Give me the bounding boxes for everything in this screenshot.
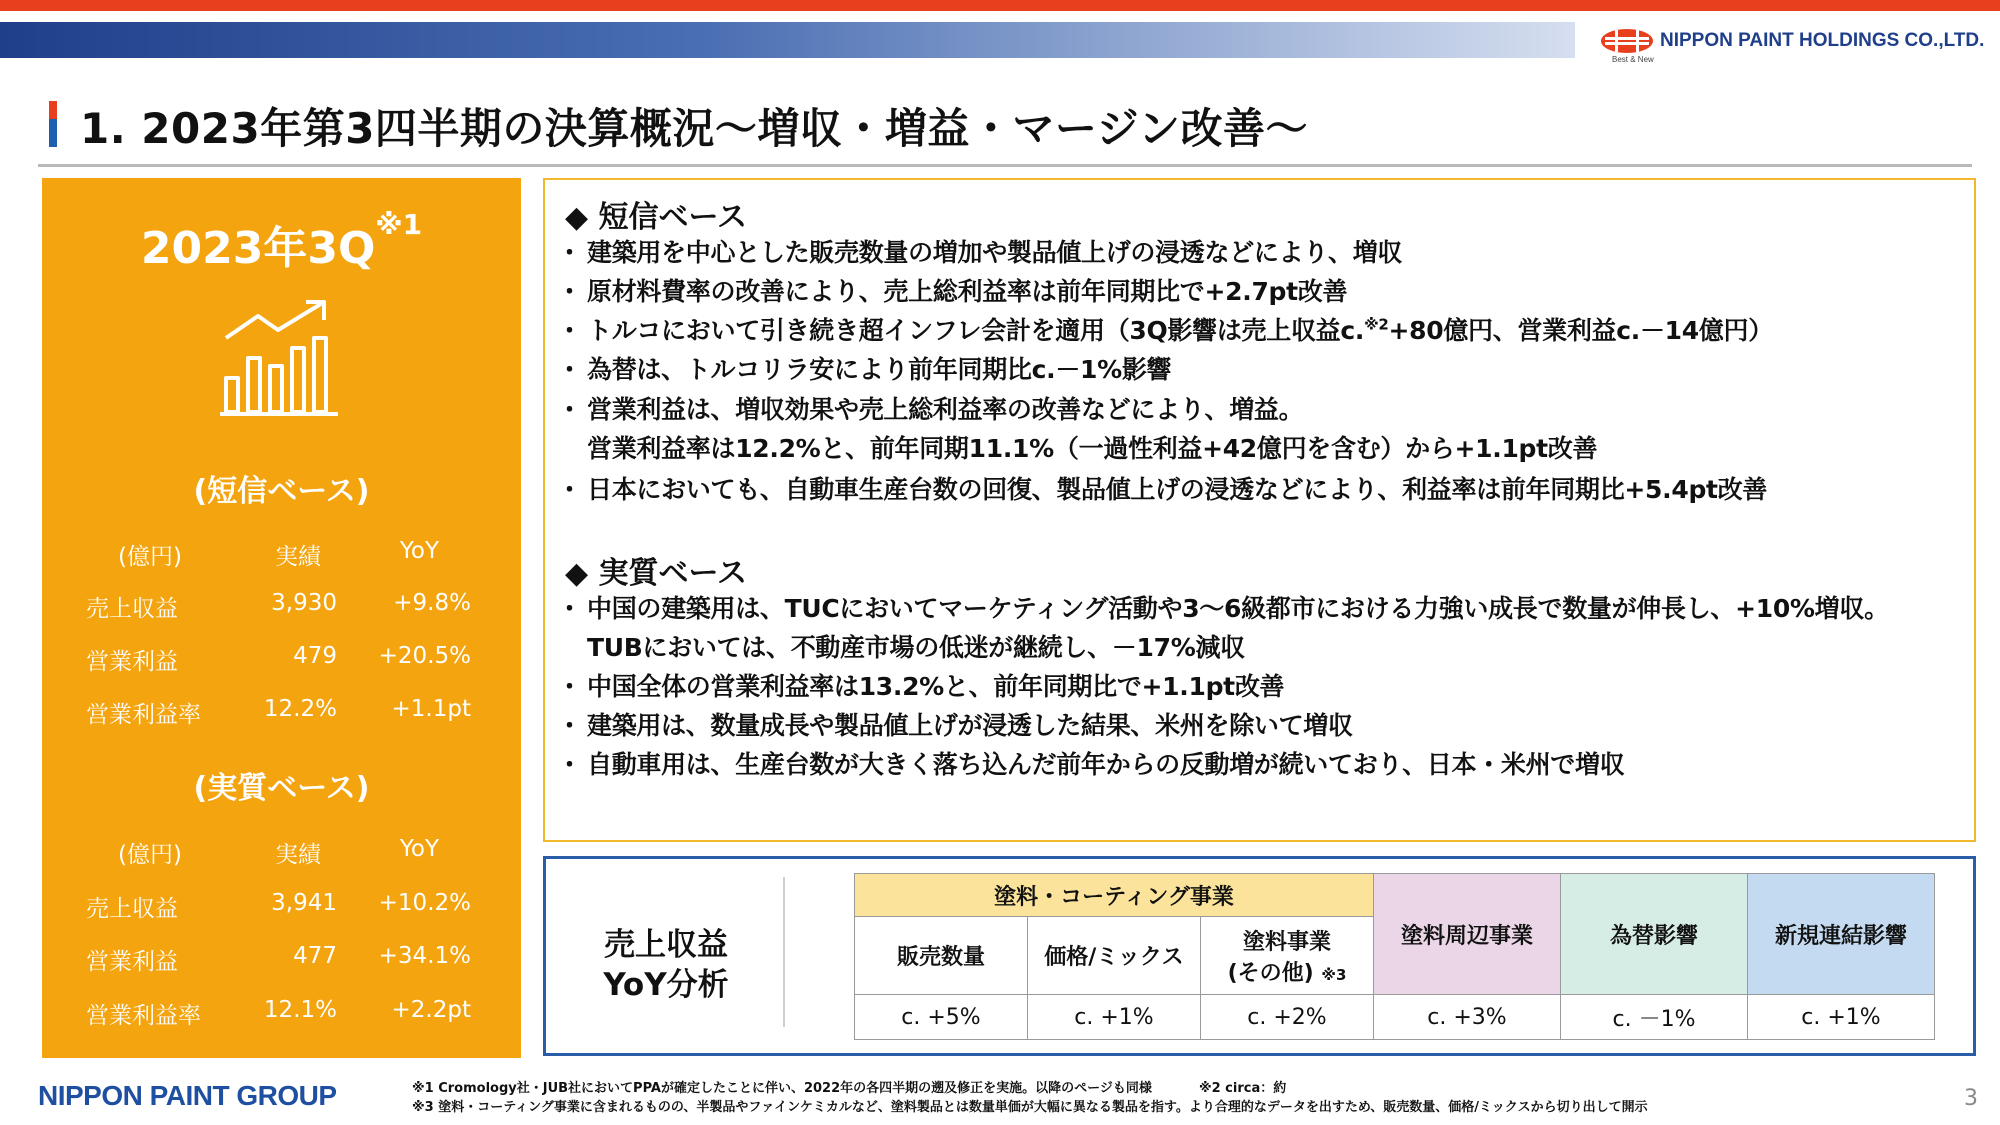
col-yoy-header: YoY bbox=[399, 836, 439, 862]
volume-value: c. +5% bbox=[855, 995, 1028, 1040]
group-logo: NIPPON PAINT GROUP bbox=[38, 1080, 337, 1111]
paint-other-header bbox=[1201, 917, 1374, 995]
yoy-breakdown-table bbox=[854, 873, 1935, 1040]
row-value: 12.1% bbox=[263, 997, 337, 1023]
bullet-mark: ・ bbox=[557, 355, 582, 384]
new-consolidation-value: c. +1% bbox=[1748, 995, 1935, 1040]
bullet-mark: ・ bbox=[557, 475, 582, 504]
bullet-mark: ・ bbox=[557, 594, 582, 623]
bullet-text: 原材料費率の改善により、売上総利益率は前年同期比で+2.7pt改善 bbox=[587, 277, 1348, 306]
footnote-1: ※1 Cromology社・JUB社においてPPAが確定したことに伴い、2022年の各四半期の遡及修正を実施。以降のページも同様 bbox=[412, 1081, 1152, 1096]
nippon-paint-logo-icon bbox=[1600, 28, 1654, 54]
paint-other-note: ※3 bbox=[1321, 965, 1347, 984]
paint-other-line1: 塗料事業 bbox=[1242, 929, 1331, 955]
tanshin-section-title: (短信ベース) bbox=[193, 474, 370, 509]
table-row bbox=[42, 890, 521, 930]
row-yoy: +10.2% bbox=[378, 890, 471, 916]
bullet-text: 中国の建築用は、TUCにおいてマーケティング活動や3～6級都市における力強い成長で数量が伸長し、+10%増収。 bbox=[587, 594, 1889, 623]
period-label: 2023年3Q bbox=[140, 223, 376, 274]
peripheral-value: c. +3% bbox=[1374, 995, 1561, 1040]
unit-label: (億円) bbox=[118, 842, 182, 868]
company-logo bbox=[1600, 24, 1985, 68]
analysis-title-line1: 売上収益 bbox=[604, 927, 728, 963]
row-label: 売上収益 bbox=[86, 896, 178, 922]
title-accent-red bbox=[49, 101, 57, 119]
bullet-mark: ・ bbox=[557, 277, 582, 306]
fx-value: c. －1% bbox=[1561, 995, 1748, 1040]
bullet-text-rest: +80億円、営業利益c.－14億円） bbox=[1388, 316, 1773, 345]
bullet-footnote-mark: ※2 bbox=[1364, 315, 1389, 334]
list-item bbox=[557, 311, 1773, 347]
peripheral-header: 塗料周辺事業 bbox=[1374, 874, 1561, 995]
unit-label: (億円) bbox=[118, 544, 182, 570]
bullet-mark: ・ bbox=[557, 238, 582, 267]
table-row bbox=[42, 643, 521, 683]
bullet-continuation: 営業利益率は12.2%と、前年同期11.1%（一過性利益+42億円を含む）から+1.1pt改善 bbox=[587, 434, 1598, 463]
footnote-3: ※3 塗料・コーティング事業に含まれるものの、半製品やファインケミカルなど、塗料製品とは数量単価が大幅に異なる製品を指す。より合理的なデータを出すため、販売数量、価格/ミックスから切り出して開示 bbox=[412, 1100, 1648, 1115]
bullet-text: 為替は、トルコリラ安により前年同期比c.－1%影響 bbox=[587, 355, 1172, 384]
bullet-text: 日本においても、自動車生産台数の回復、製品値上げの浸透などにより、利益率は前年同期比+5.4pt改善 bbox=[587, 475, 1768, 504]
row-value: 3,941 bbox=[271, 890, 337, 916]
row-label: 営業利益率 bbox=[86, 702, 201, 728]
bullet-text: 建築用は、数量成長や製品値上げが浸透した結果、米州を除いて増収 bbox=[587, 711, 1353, 740]
footnote-1-2 bbox=[412, 1077, 1286, 1096]
list-item bbox=[557, 589, 1889, 625]
list-item bbox=[557, 667, 1284, 703]
analysis-title bbox=[576, 925, 756, 1005]
price-mix-header: 価格/ミックス bbox=[1028, 917, 1201, 995]
bullet-continuation: TUBにおいては、不動産市場の低迷が継続し、－17%減収 bbox=[587, 633, 1245, 662]
company-tagline: Best & New bbox=[1612, 55, 1654, 64]
row-yoy: +9.8% bbox=[393, 590, 471, 616]
jisshitsu-section-title: (実質ベース) bbox=[193, 771, 370, 806]
list-item bbox=[557, 350, 1171, 386]
bullet-mark: ・ bbox=[557, 395, 582, 424]
row-value: 477 bbox=[293, 943, 337, 969]
new-consolidation-header: 新規連結影響 bbox=[1748, 874, 1935, 995]
bullet-mark: ・ bbox=[557, 711, 582, 740]
bullet-text: 建築用を中心とした販売数量の増加や製品値上げの浸透などにより、増収 bbox=[587, 238, 1403, 267]
row-value: 3,930 bbox=[271, 590, 337, 616]
list-item bbox=[557, 272, 1347, 308]
row-yoy: +20.5% bbox=[378, 643, 471, 669]
row-label: 売上収益 bbox=[86, 596, 178, 622]
page-title: 1. 2023年第3四半期の決算概況～増収・増益・マージン改善～ bbox=[80, 104, 1309, 153]
growth-chart-icon bbox=[220, 300, 338, 418]
bullet-text: トルコにおいて引き続き超インフレ会計を適用（3Q影響は売上収益c. bbox=[587, 316, 1365, 345]
col-actual-header: 実績 bbox=[275, 544, 321, 570]
col-actual-header: 実績 bbox=[275, 842, 321, 868]
period-note: ※1 bbox=[375, 208, 423, 241]
row-value: 479 bbox=[293, 643, 337, 669]
row-label: 営業利益 bbox=[86, 649, 178, 675]
top-red-bar bbox=[0, 0, 2000, 11]
title-divider bbox=[38, 164, 1972, 167]
row-label: 営業利益率 bbox=[86, 1003, 201, 1029]
bullet-text: 自動車用は、生産台数が大きく落ち込んだ前年からの反動増が続いており、日本・米州で増収 bbox=[587, 750, 1625, 779]
table-header-row bbox=[42, 836, 521, 876]
bullet-mark: ・ bbox=[557, 750, 582, 779]
table-row bbox=[42, 590, 521, 630]
paint-other-value: c. +2% bbox=[1201, 995, 1374, 1040]
paint-other-line2: (その他) ※3 bbox=[1227, 960, 1347, 986]
row-label: 営業利益 bbox=[86, 949, 178, 975]
title-accent-blue bbox=[49, 119, 57, 147]
list-item bbox=[557, 390, 1303, 426]
list-item bbox=[557, 706, 1353, 742]
bullet-mark: ・ bbox=[557, 672, 582, 701]
period-heading bbox=[42, 208, 521, 276]
fx-header: 為替影響 bbox=[1561, 874, 1748, 995]
list-item bbox=[557, 233, 1402, 269]
col-yoy-header: YoY bbox=[399, 538, 439, 564]
kpi-panel bbox=[42, 178, 521, 1058]
table-row bbox=[42, 943, 521, 983]
list-item bbox=[557, 745, 1624, 781]
paint-coatings-header: 塗料・コーティング事業 bbox=[855, 874, 1374, 917]
table-row bbox=[42, 997, 521, 1037]
analysis-title-line2: YoY分析 bbox=[603, 967, 729, 1003]
bullet-mark: ・ bbox=[557, 316, 582, 345]
volume-header: 販売数量 bbox=[855, 917, 1028, 995]
revenue-yoy-analysis bbox=[543, 856, 1976, 1056]
price-mix-value: c. +1% bbox=[1028, 995, 1201, 1040]
page-number: 3 bbox=[1964, 1086, 1978, 1111]
analysis-divider bbox=[783, 877, 785, 1027]
company-name: NIPPON PAINT HOLDINGS CO.,LTD. bbox=[1660, 30, 1985, 51]
jisshitsu-bullets-heading: ◆ 実質ベース bbox=[565, 556, 748, 591]
row-value: 12.2% bbox=[263, 696, 337, 722]
commentary-box bbox=[543, 178, 1976, 842]
bullet-text: 中国全体の営業利益率は13.2%と、前年同期比で+1.1pt改善 bbox=[587, 672, 1285, 701]
top-blue-bar bbox=[0, 22, 1575, 58]
footnote-2: ※2 circa：約 bbox=[1198, 1081, 1287, 1096]
tanshin-bullets-heading: ◆ 短信ベース bbox=[565, 200, 748, 235]
row-yoy: +34.1% bbox=[378, 943, 471, 969]
bullet-text: 営業利益は、増収効果や売上総利益率の改善などにより、増益。 bbox=[587, 395, 1304, 424]
list-item bbox=[557, 470, 1767, 506]
table-row bbox=[42, 696, 521, 736]
row-yoy: +2.2pt bbox=[391, 997, 471, 1023]
row-yoy: +1.1pt bbox=[391, 696, 471, 722]
table-header-row bbox=[42, 538, 521, 578]
